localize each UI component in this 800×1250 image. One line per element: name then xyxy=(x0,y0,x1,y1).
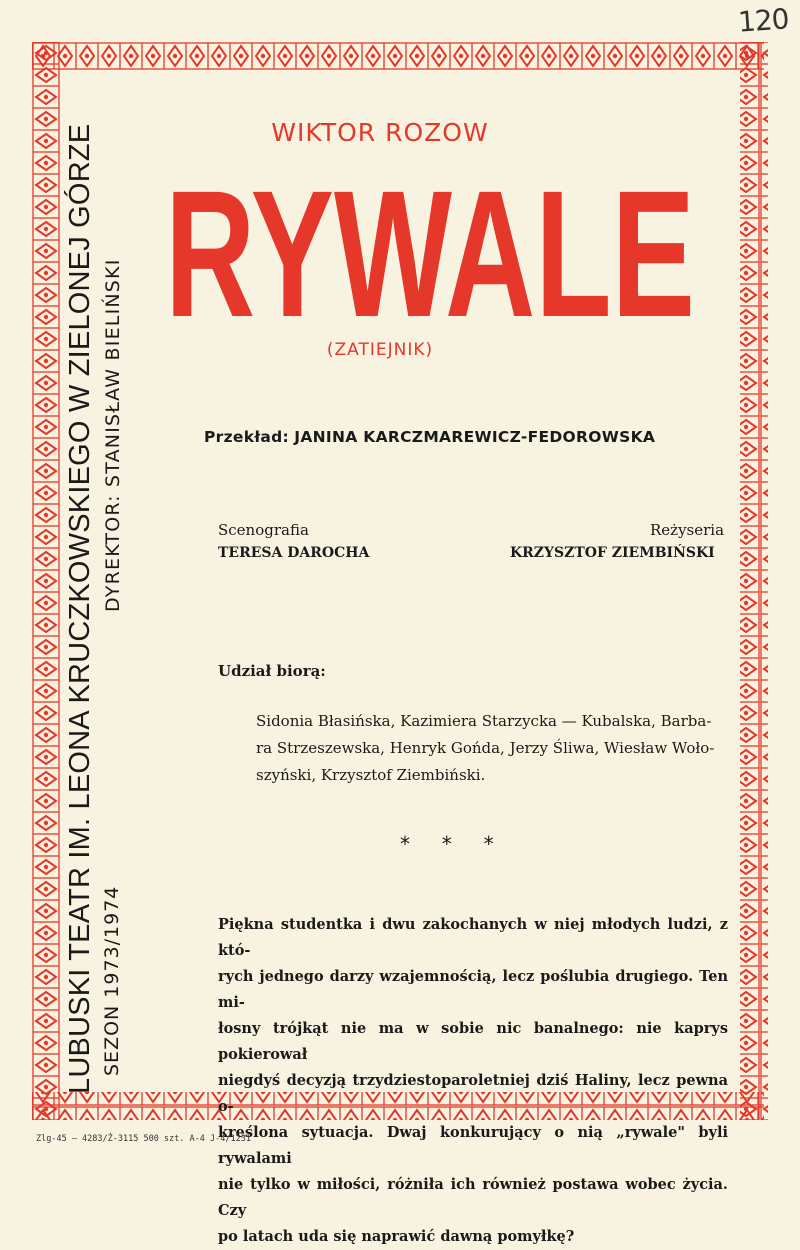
description-line: łosny trójkąt nie ma w sobie nic banalnego: nie kaprys pokierował xyxy=(218,1020,728,1063)
description-line: kreślona sytuacja. Dwaj konkurujący o nią „rywale" byli rywalami xyxy=(218,1124,728,1167)
scenography-name: TERESA DAROCHA xyxy=(218,545,370,561)
play-title-text: RYWALE xyxy=(164,168,696,328)
translator-name: JANINA KARCZMAREWICZ-FEDOROWSKA xyxy=(294,428,656,446)
direction-label: Reżyseria xyxy=(650,521,725,539)
cast-line: ra Strzeszewska, Henryk Gońda, Jerzy Śliwa, Wiesław Woło- xyxy=(256,739,715,757)
description-line: rych jednego darzy wzajemnością, lecz poślubia drugiego. Ten mi- xyxy=(218,968,728,1011)
cast-line: szyński, Krzysztof Ziembiński. xyxy=(256,766,486,784)
play-title xyxy=(0,168,800,328)
description-line: po latach uda się naprawić dawną pomyłkę? xyxy=(218,1228,575,1245)
scenography-label: Scenografia xyxy=(218,521,309,539)
cast-line: Sidonia Błasińska, Kazimiera Starzycka — Kubalska, Barba- xyxy=(256,712,712,730)
cast-label: Udział biorą: xyxy=(218,662,326,680)
season: SEZON 1973/1974 xyxy=(101,885,123,1076)
play-description xyxy=(218,912,728,1250)
theatre-name: LUBUSKI TEATR IM. LEONA KRUCZKOWSKIEGO W ZIELONEJ GÓRZE xyxy=(64,123,96,1094)
translation-label: Przekład: xyxy=(204,428,290,446)
direction-name: KRZYSZTOF ZIEMBIŃSKI xyxy=(510,545,715,561)
border-top xyxy=(32,42,764,70)
print-info: Zlg-45 — 4283/Ż-3115 500 szt. A-4 J-4/1231 xyxy=(36,1134,251,1144)
description-line: niegdyś decyzją trzydziestoparoletniej dziś Haliny, lecz pewna o- xyxy=(218,1072,728,1115)
director: DYREKTOR: STANISŁAW BIELIŃSKI xyxy=(102,258,124,612)
handwritten-number: 120 xyxy=(736,2,790,39)
cast-list xyxy=(256,708,726,789)
original-title: (ZATIEJNIK) xyxy=(326,340,434,360)
author: WIKTOR ROZOW xyxy=(271,118,489,147)
translation-credit xyxy=(204,428,655,446)
separator-stars: * * * xyxy=(400,832,494,856)
description-line: nie tylko w miłości, różniła ich również postawa wobec życia. Czy xyxy=(218,1176,728,1219)
description-line: Piękna studentka i dwu zakochanych w niej młodych ludzi, z któ- xyxy=(218,916,728,959)
